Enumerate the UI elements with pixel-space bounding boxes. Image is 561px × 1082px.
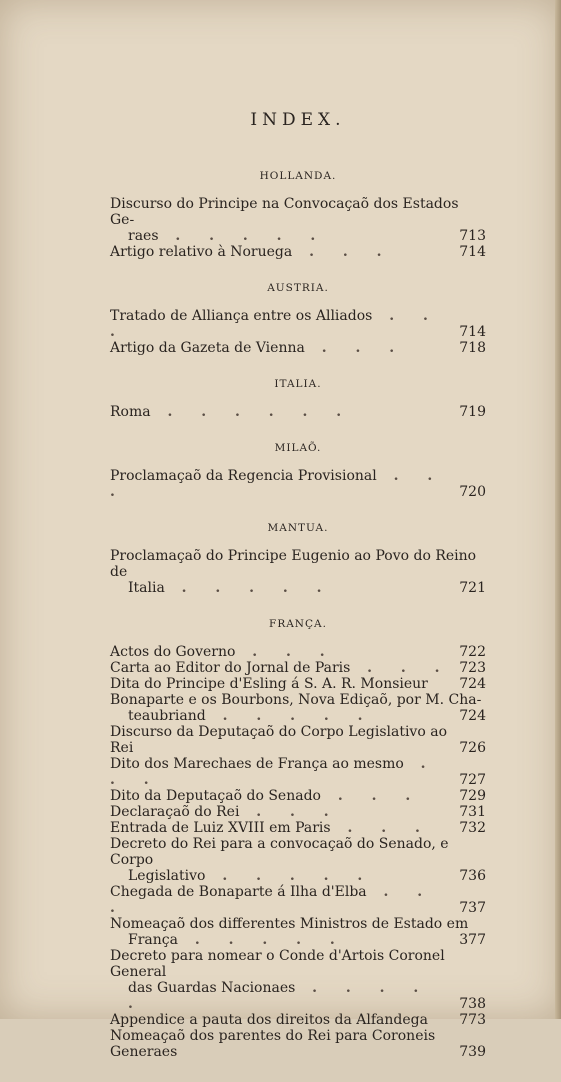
index-section	[110, 282, 486, 356]
page-number: 732	[459, 820, 486, 836]
index-entry	[110, 724, 486, 756]
page-number: 773	[459, 1012, 486, 1028]
entry-title: Decreto do Rei para a convocaçaõ do Senado, e Corpo	[110, 836, 449, 868]
entry-title: Proclamaçaõ da Regencia Provisional . . .	[110, 468, 445, 500]
page-number: 722	[459, 644, 486, 660]
page-number: 718	[459, 340, 486, 356]
entry-title-continued: das Guardas Nacionaes . . . . .	[128, 980, 431, 1012]
index-section	[110, 378, 486, 420]
entry-title: Nomeaçaõ dos differentes Ministros de Estado em	[110, 916, 469, 932]
entry-title-continued: França . . . . .	[128, 932, 347, 948]
page-number: 737	[459, 900, 486, 916]
page-number: 723	[459, 660, 486, 676]
index-sections	[110, 170, 486, 1060]
page-number: 739	[459, 1044, 486, 1060]
index-entry	[110, 244, 486, 260]
section-heading: FRANÇA.	[269, 618, 327, 630]
index-section	[110, 522, 486, 596]
entry-title: Artigo da Gazeta de Vienna . . .	[110, 340, 407, 356]
page-number: 731	[459, 804, 486, 820]
leader-dots: . . . . .	[128, 980, 431, 1012]
index-entry	[110, 1012, 486, 1028]
entry-title-continued: Legislativo . . . . .	[128, 868, 375, 884]
leader-dots: . . .	[110, 468, 445, 500]
index-section	[110, 618, 486, 1060]
index-entry-line	[110, 948, 486, 980]
entry-title: Artigo relativo à Noruega . . .	[110, 244, 394, 260]
index-content	[110, 110, 486, 1082]
entry-title: Dito da Deputaçaõ do Senado . . .	[110, 788, 423, 804]
index-entry	[110, 884, 486, 916]
index-entry	[110, 676, 486, 692]
leader-dots: . . .	[239, 804, 341, 820]
entry-title: Decreto para nomear o Conde d'Artois Coronel General	[110, 948, 445, 980]
index-entry	[110, 644, 486, 660]
section-heading: ITALIA.	[274, 378, 322, 390]
entry-title: Roma . . . . . .	[110, 404, 354, 420]
leader-dots: . . .	[320, 788, 423, 804]
index-entry	[110, 804, 486, 820]
leader-dots: . . . . .	[158, 228, 328, 244]
entry-title: Discurso do Principe na Convocaçaõ dos Estados Ge-	[110, 196, 459, 228]
leader-dots: . . .	[330, 820, 432, 836]
section-heading: AUSTRIA.	[267, 282, 329, 294]
index-entry	[110, 788, 486, 804]
index-entry	[110, 756, 486, 788]
page-number: 719	[459, 404, 486, 420]
leader-dots: . . .	[110, 756, 438, 788]
entry-title: Appendice a pauta dos direitos da Alfandega	[110, 1012, 428, 1028]
entry-title: Dita do Principe d'Esling á S. A. R. Monsieur	[110, 676, 428, 692]
index-entry	[110, 468, 486, 500]
page-number: 724	[459, 676, 486, 692]
entry-title: Bonaparte e os Bourbons, Nova Ediçaõ, por M. Cha-	[110, 692, 482, 708]
entry-title: Proclamaçaõ do Principe Eugenio ao Povo do Reino de	[110, 548, 477, 580]
page-number: 721	[459, 580, 486, 596]
index-entry	[110, 1028, 486, 1060]
entry-title: Actos do Governo . . .	[110, 644, 337, 660]
page-number: 724	[459, 708, 486, 724]
page-number: 727	[459, 772, 486, 788]
index-entry-line	[110, 916, 486, 932]
index-section	[110, 442, 486, 500]
leader-dots: . . .	[350, 660, 452, 676]
index-section	[110, 170, 486, 260]
entry-title-continued: teaubriand . . . . .	[128, 708, 375, 724]
index-entry-line	[110, 580, 486, 596]
leader-dots: . . . . .	[205, 708, 375, 724]
entry-title: Declaraçaõ do Rei . . .	[110, 804, 341, 820]
section-heading: HOLLANDA.	[259, 170, 337, 182]
index-entry	[110, 340, 486, 356]
index-entry-line	[110, 868, 486, 884]
entry-title: Carta ao Editor do Jornal de Paris . . .	[110, 660, 452, 676]
index-entry-line	[110, 932, 486, 948]
index-entry-line	[110, 228, 486, 244]
entry-title: Chegada de Bonaparte á Ilha d'Elba . . .	[110, 884, 435, 916]
index-entry-line	[110, 196, 486, 228]
section-heading: MANTUA.	[267, 522, 329, 534]
leader-dots: . . . . .	[177, 932, 347, 948]
index-entry-line	[110, 836, 486, 868]
index-entry	[110, 404, 486, 420]
entry-title: Nomeaçaõ dos parentes do Rei para Coroneis Generaes	[110, 1028, 436, 1060]
index-entry-line	[110, 548, 486, 580]
page-number: 714	[459, 324, 486, 340]
index-entry-line	[110, 980, 486, 1012]
index-entry	[110, 820, 486, 836]
page-number: 729	[459, 788, 486, 804]
leader-dots: . . .	[292, 244, 394, 260]
section-heading: MILAÕ.	[274, 442, 322, 454]
page-number: 377	[459, 932, 486, 948]
entry-title-continued: raes . . . . .	[128, 228, 328, 244]
entry-title-continued: Italia . . . . .	[128, 580, 334, 596]
leader-dots: . . .	[110, 308, 440, 340]
page-number: 738	[459, 996, 486, 1012]
index-entry-line	[110, 708, 486, 724]
leader-dots: . . .	[304, 340, 407, 356]
index-entry-line	[110, 692, 486, 708]
entry-title: Tratado de Alliança entre os Alliados . . .	[110, 308, 440, 340]
page-number: 726	[459, 740, 486, 756]
leader-dots: . . . . .	[205, 868, 375, 884]
entry-title: Discurso da Deputaçaõ do Corpo Legislativo ao Rei	[110, 724, 447, 756]
page-edge	[555, 0, 561, 1019]
page-number: 714	[459, 244, 486, 260]
page-number: 736	[459, 868, 486, 884]
leader-dots: . . . . .	[164, 580, 334, 596]
page-title: INDEX.	[250, 110, 346, 130]
index-entry	[110, 308, 486, 340]
index-entry	[110, 660, 486, 676]
leader-dots: . . . . . .	[150, 404, 354, 420]
page-number: 720	[459, 484, 486, 500]
leader-dots: . . .	[110, 884, 435, 916]
leader-dots: . . .	[235, 644, 337, 660]
page-number: 713	[459, 228, 486, 244]
entry-title: Entrada de Luiz XVIII em Paris . . .	[110, 820, 432, 836]
entry-title: Dito dos Marechaes de França ao mesmo . . .	[110, 756, 438, 788]
